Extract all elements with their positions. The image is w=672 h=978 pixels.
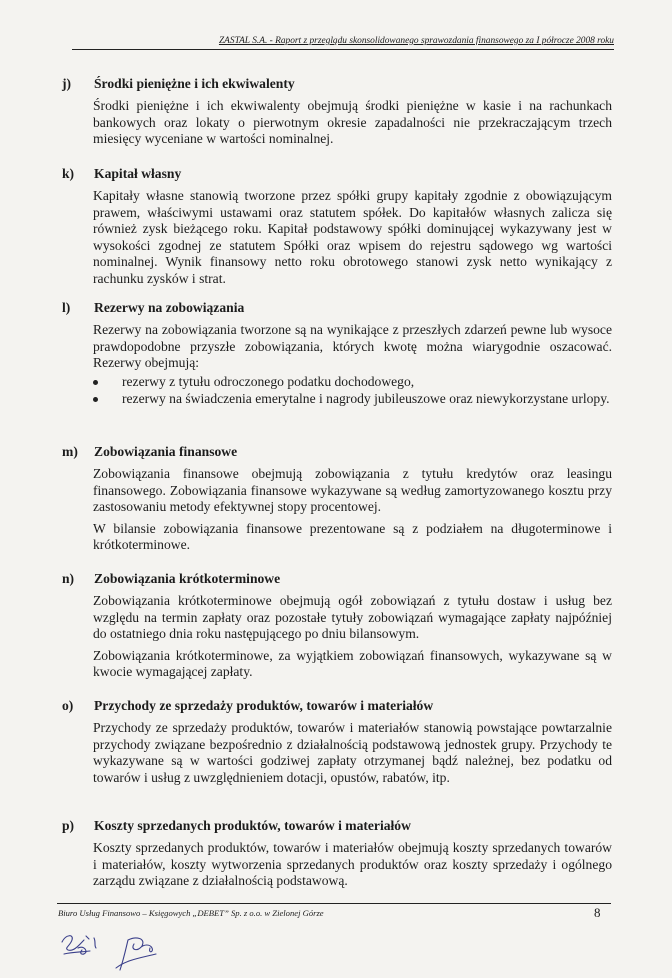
section-title: Środki pieniężne i ich ekwiwalenty <box>94 76 295 91</box>
section-letter: l) <box>62 300 71 315</box>
section-letter: n) <box>62 571 75 586</box>
section-title: Przychody ze sprzedaży produktów, towarów i materiałów <box>94 698 434 713</box>
section-p <box>62 818 612 895</box>
bullet-list <box>93 374 612 408</box>
section-heading <box>62 300 612 320</box>
section-heading <box>62 166 612 186</box>
paragraph: Koszty sprzedanych produktów, towarów i materiałów obejmują koszty sprzedanych towarów i materiałów, koszty wytworzenia sprzedanych produktów oraz koszty sprzedaży i ogólnego zarządu związane z działalnością podstawową. <box>93 840 612 889</box>
section-title: Zobowiązania finansowe <box>94 444 238 459</box>
section-title: Zobowiązania krótkoterminowe <box>94 571 281 586</box>
section-heading <box>62 444 612 464</box>
section-letter: j) <box>62 76 72 91</box>
page-number: 8 <box>594 905 601 920</box>
paragraph: Środki pieniężne i ich ekwiwalenty obejmują środki pieniężne w kasie i na rachunkach bankowych oraz lokaty o pierwotnym okresie zapadalności nie przekraczającym trzech miesięcy wyceniane w wartości nominalnej. <box>93 98 612 147</box>
footer-text: Biuro Usług Finansowo – Księgowych „DEBET” Sp. z o.o. w Zielonej Górze <box>58 908 324 918</box>
paragraph: Zobowiązania finansowe obejmują zobowiązania z tytułu kredytów oraz leasingu finansowego. Zobowiązania finansowe wykazywane są według zamortyzowanego kosztu przy zastosowaniu metody efektywnej stopy procentowej. <box>93 466 612 515</box>
bullet-icon <box>93 397 98 402</box>
paragraph: Przychody ze sprzedaży produktów, towarów i materiałów stanowią powstające powtarzalnie przychody związane bezpośrednio z działalnością podstawową jednostek grupy. Przychody te wykazywane są w wartości godziwej zapłaty otrzymanej bądź należnej, bez podatku od towarów i usług z uwzględnieniem dotacji, opustów, rabatów, itp. <box>93 720 612 785</box>
signature-image <box>56 918 206 978</box>
section-title: Koszty sprzedanych produktów, towarów i materiałów <box>94 818 411 833</box>
section-l <box>62 300 612 409</box>
footer-rule <box>57 903 611 904</box>
section-letter: o) <box>62 698 74 713</box>
section-letter: k) <box>62 166 75 181</box>
section-heading <box>62 818 612 838</box>
paragraph: Kapitały własne stanowią tworzone przez spółki grupy kapitały zgodnie z obowiązującym prawem, właściwymi ustawami oraz statutem spółek. Do kapitałów własnych zalicza się również zysk bieżącego roku. Kapitał podstawowy spółki dominującej wykazywany jest w wysokości zgodnej ze statutem Spółki oraz wpisem do rejestru sądowego wg wartości nominalnej. Wynik finansowy netto roku obrotowego stanowi zysk netto wynikający z rachunku zysków i strat. <box>93 188 612 286</box>
list-item-text: rezerwy na świadczenia emerytalne i nagrody jubileuszowe oraz niewykorzystane urlopy. <box>122 391 610 407</box>
section-m <box>62 444 612 559</box>
section-letter: p) <box>62 818 75 833</box>
section-title: Rezerwy na zobowiązania <box>94 300 245 315</box>
paragraph: W bilansie zobowiązania finansowe prezentowane są z podziałem na długoterminowe i krótkoterminowe. <box>93 520 612 553</box>
section-n <box>62 571 612 686</box>
list-item <box>93 374 612 391</box>
paragraph: Rezerwy na zobowiązania tworzone są na wynikające z przeszłych zdarzeń pewne lub wysoce prawdopodobne przyszłe zobowiązania, których kwotę można wiarygodnie oszacować. Rezerwy obejmują: <box>93 322 612 371</box>
bullet-icon <box>93 380 98 385</box>
section-heading <box>62 698 612 718</box>
page-header: ZASTAL S.A. - Raport z przeglądu skonsolidowanego sprawozdania finansowego za I półrocze 2008 roku <box>218 36 614 46</box>
paragraph: Zobowiązania krótkoterminowe obejmują ogół zobowiązań z tytułu dostaw i usług bez względu na termin zapłaty oraz pozostałe tytuły zobowiązań wymagające zapłaty najpóźniej do ostatniego dnia roku następującego po dniu bilansowym. <box>93 593 612 642</box>
section-letter: m) <box>62 444 78 459</box>
list-item <box>93 391 612 408</box>
section-heading <box>62 571 612 591</box>
paragraph: Zobowiązania krótkoterminowe, za wyjątkiem zobowiązań finansowych, wykazywane są w kwocie wymagającej zapłaty. <box>93 647 612 680</box>
section-title: Kapitał własny <box>94 166 182 181</box>
section-o <box>62 698 612 791</box>
section-heading <box>62 76 612 96</box>
list-item-text: rezerwy z tytułu odroczonego podatku dochodowego, <box>122 373 415 389</box>
header-rule <box>72 49 614 50</box>
section-k <box>62 166 612 293</box>
section-j <box>62 76 612 153</box>
